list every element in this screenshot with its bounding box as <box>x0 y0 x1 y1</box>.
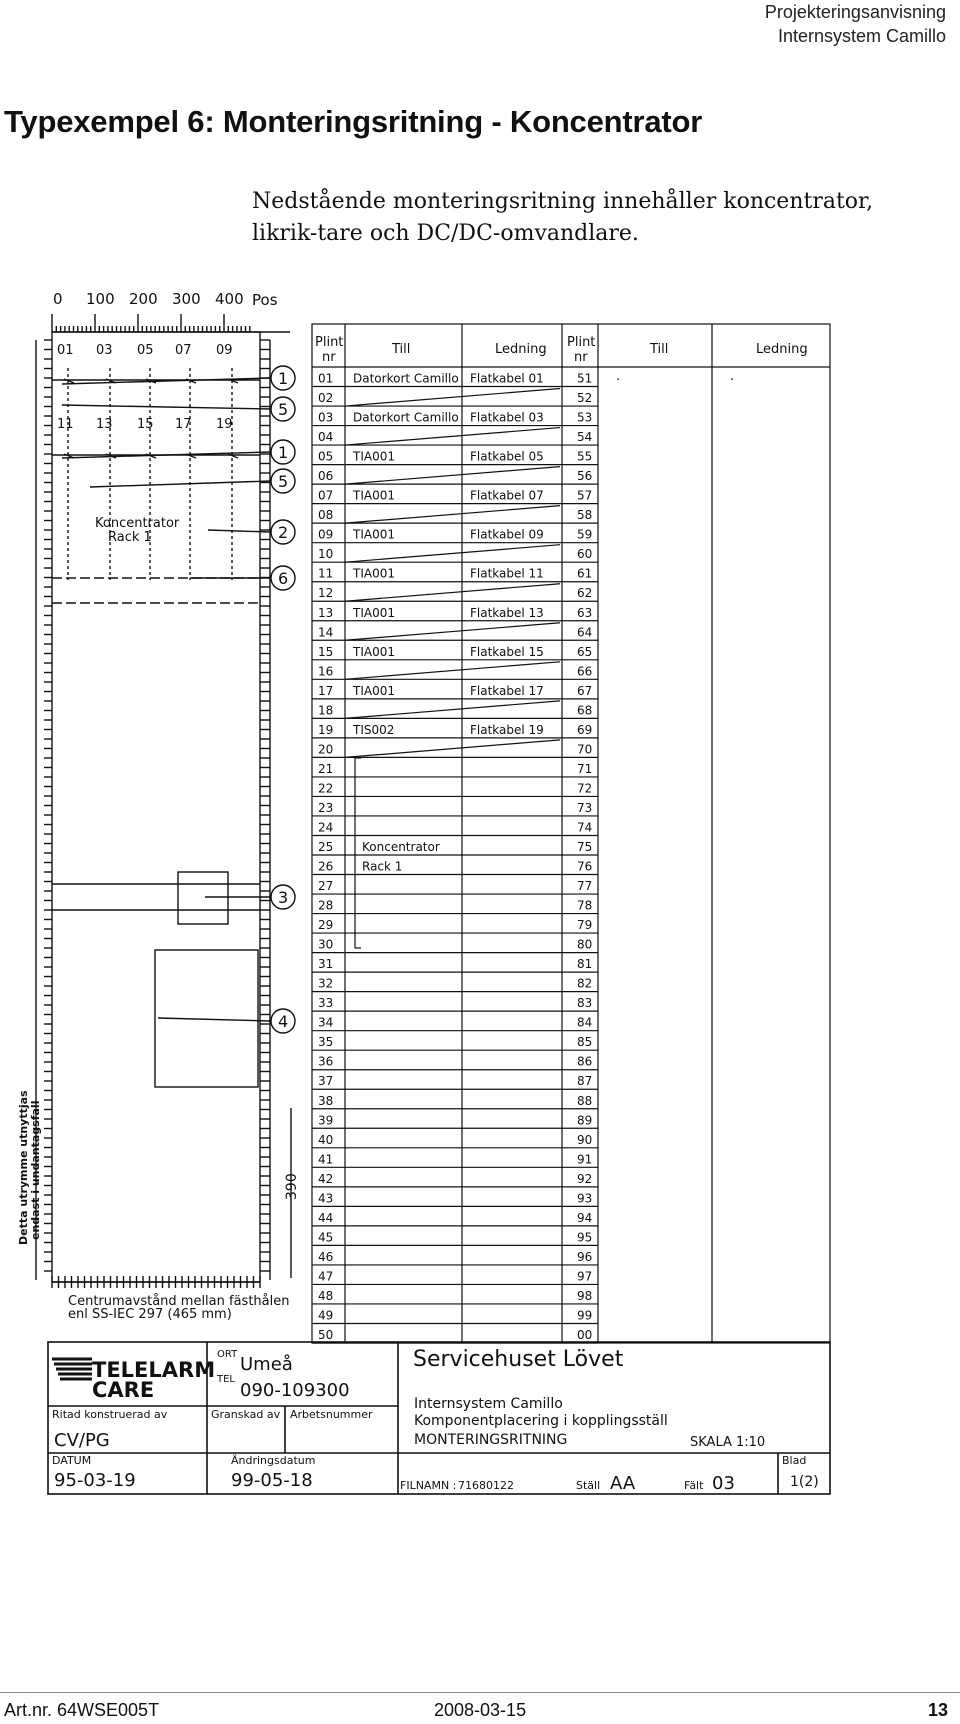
header-nr-right: nr <box>574 350 588 365</box>
cable-diagonal <box>345 740 560 758</box>
scale-pos-label: Pos <box>252 291 278 309</box>
position-marker-label: 1 <box>278 443 289 462</box>
cable-diagonal <box>345 506 560 524</box>
row-till: Rack 1 <box>362 859 403 874</box>
center-note-1: Centrumavstånd mellan fästhålen <box>68 1294 290 1309</box>
filnamn-value: 71680122 <box>458 1479 514 1492</box>
cable-diagonal <box>345 701 560 719</box>
row-plint-right: 71 <box>577 761 593 776</box>
row-plint-left: 34 <box>318 1015 334 1030</box>
side-note-2: endast i undantagsfall <box>29 1100 42 1240</box>
row-plint-right: 54 <box>577 430 593 445</box>
datum-label: DATUM <box>52 1454 92 1467</box>
falt-value: 03 <box>712 1473 735 1494</box>
row-plint-right: 61 <box>577 566 593 581</box>
row-till: TIA001 <box>353 488 395 503</box>
row-plint-left: 36 <box>318 1054 334 1069</box>
cable-diagonal <box>345 584 560 602</box>
row-plint-right: 73 <box>577 800 593 815</box>
row-plint-left: 49 <box>318 1308 334 1323</box>
stall-label: Ställ <box>576 1479 601 1492</box>
mounting-drawing <box>0 290 960 1650</box>
row-plint-right: 60 <box>577 547 593 562</box>
row-plint-left: 47 <box>318 1269 334 1284</box>
stall-value: AA <box>610 1473 636 1494</box>
slot-label-top: 03 <box>96 343 113 358</box>
header-ledning-right: Ledning <box>756 342 808 357</box>
header-plint-left: Plint <box>315 335 344 350</box>
row-plint-left: 38 <box>318 1093 334 1108</box>
position-marker-label: 2 <box>278 523 289 542</box>
row-plint-left: 10 <box>318 547 334 562</box>
row-plint-left: 37 <box>318 1074 334 1089</box>
row-plint-left: 19 <box>318 722 334 737</box>
arbetsnummer-label: Arbetsnummer <box>290 1408 373 1421</box>
slot-label-second: 19 <box>216 417 233 432</box>
row-plint-right: 57 <box>577 488 593 503</box>
row-plint-right: 76 <box>577 859 593 874</box>
description-2: Komponentplacering i kopplingsställ <box>414 1413 668 1429</box>
row-till: Datorkort Camillo <box>353 371 459 386</box>
row-till: TIA001 <box>353 644 395 659</box>
row-plint-right: 66 <box>577 664 593 679</box>
row-plint-right: 65 <box>577 644 593 659</box>
side-note-1: Detta utrymme utnyttjas <box>17 1090 30 1245</box>
row-till: TIA001 <box>353 449 395 464</box>
wiring-table <box>312 324 830 1343</box>
row-plint-left: 39 <box>318 1113 334 1128</box>
row-plint-left: 06 <box>318 469 334 484</box>
rack-label-1: Koncentrator <box>95 516 180 531</box>
row-plint-left: 15 <box>318 644 334 659</box>
row-plint-right: 00 <box>577 1328 593 1342</box>
row-ledning: Flatkabel 19 <box>470 722 544 737</box>
description-1: Internsystem Camillo <box>414 1396 563 1412</box>
row-plint-left: 01 <box>318 371 334 386</box>
slot-label-second: 17 <box>175 417 192 432</box>
row-till: Datorkort Camillo <box>353 410 459 425</box>
row-ledning: Flatkabel 13 <box>470 605 544 620</box>
row-plint-left: 23 <box>318 800 334 815</box>
tel-value: 090-109300 <box>240 1380 350 1401</box>
intro-paragraph: Nedstående monteringsritning innehåller koncentrator, likrik-tare och DC/DC-omvandlare. <box>252 189 874 246</box>
row-plint-right: 86 <box>577 1054 593 1069</box>
row-plint-right: 93 <box>577 1191 593 1206</box>
header-ledning-left: Ledning <box>495 342 547 357</box>
row-plint-left: 29 <box>318 918 334 933</box>
rack-label-2: Rack 1 <box>108 530 152 545</box>
row-plint-right: 59 <box>577 527 593 542</box>
row-plint-right: 67 <box>577 683 593 698</box>
position-leader <box>90 481 270 487</box>
position-leader <box>62 378 270 384</box>
row-plint-right: 79 <box>577 918 593 933</box>
footer-rule <box>0 1692 960 1693</box>
header-line-1: Projekteringsanvisning <box>764 2 946 22</box>
row-plint-right: 62 <box>577 586 593 601</box>
row-plint-right: 63 <box>577 605 593 620</box>
dimension-390-label: 390 <box>284 1173 300 1200</box>
granskad-label: Granskad av <box>211 1408 281 1421</box>
page-header <box>765 0 946 48</box>
row-plint-right: 92 <box>577 1171 593 1186</box>
row-plint-left: 27 <box>318 879 334 894</box>
slot-label-top: 09 <box>216 343 233 358</box>
scale-tick-label: 300 <box>172 290 201 308</box>
position-marker-label: 4 <box>278 1012 289 1031</box>
row-ledning: Flatkabel 05 <box>470 449 544 464</box>
cable-diagonal <box>345 545 560 563</box>
row-plint-left: 07 <box>318 488 334 503</box>
row-plint-left: 45 <box>318 1230 334 1245</box>
row-ledning: Flatkabel 01 <box>470 371 544 386</box>
ort-value: Umeå <box>240 1354 293 1375</box>
andringsdatum-label: Ändringsdatum <box>231 1454 316 1467</box>
tel-label: TEL <box>217 1374 235 1385</box>
row-plint-left: 11 <box>318 566 334 581</box>
scale-tick-label: 200 <box>129 290 158 308</box>
row-plint-right: 82 <box>577 976 593 991</box>
cable-diagonal <box>345 467 560 485</box>
row-ledning: Flatkabel 17 <box>470 683 544 698</box>
row-plint-left: 20 <box>318 742 334 757</box>
falt-label: Fält <box>684 1479 704 1492</box>
row-plint-left: 50 <box>318 1328 334 1342</box>
row-plint-right: 77 <box>577 879 593 894</box>
row-plint-left: 43 <box>318 1191 334 1206</box>
footer-date: 2008-03-15 <box>434 1700 527 1720</box>
row-plint-left: 48 <box>318 1288 334 1303</box>
slot-label-second: 11 <box>57 417 74 432</box>
slot-label-second: 13 <box>96 417 113 432</box>
row-plint-left: 17 <box>318 683 334 698</box>
row-plint-left: 25 <box>318 840 334 854</box>
row-plint-left: 13 <box>318 605 334 620</box>
row-plint-right: 51 <box>577 371 593 386</box>
row-plint-left: 33 <box>318 996 334 1011</box>
scale-label: SKALA 1:10 <box>690 1435 766 1450</box>
row-plint-left: 28 <box>318 898 334 913</box>
cable-diagonal <box>345 389 560 407</box>
cable-diagonal <box>345 662 560 680</box>
row-plint-left: 40 <box>318 1132 334 1147</box>
row-plint-right: 75 <box>577 840 593 854</box>
row-till: TIA001 <box>353 527 395 542</box>
row-plint-right: 89 <box>577 1113 593 1128</box>
row-plint-left: 32 <box>318 976 334 991</box>
footer-page-number: 13 <box>927 1700 948 1720</box>
position-leader <box>62 405 270 409</box>
header-till-left: Till <box>392 342 411 357</box>
row-plint-right: 95 <box>577 1230 593 1245</box>
row-ledning: Flatkabel 11 <box>470 566 544 581</box>
slot-label-second: 15 <box>137 417 154 432</box>
row-plint-left: 08 <box>318 508 334 523</box>
rack-view <box>36 314 295 1288</box>
footer-article-number: Art.nr. 64WSE005T <box>4 1700 160 1720</box>
row-plint-left: 21 <box>318 761 334 776</box>
description-3: MONTERINGSRITNING <box>414 1432 568 1448</box>
header-plint-right: Plint <box>567 335 596 350</box>
row-till: TIS002 <box>353 722 395 737</box>
scale-tick-label: 0 <box>53 290 63 308</box>
row-plint-left: 44 <box>318 1210 334 1225</box>
slot-label-top: 01 <box>57 343 74 358</box>
row-ledning: Flatkabel 09 <box>470 527 544 542</box>
cable-diagonal <box>345 623 560 641</box>
row-plint-right: 97 <box>577 1269 593 1284</box>
row-plint-left: 41 <box>318 1152 334 1167</box>
row-ledning: Flatkabel 03 <box>470 410 544 425</box>
row-plint-left: 35 <box>318 1035 334 1050</box>
row-plint-left: 03 <box>318 410 334 425</box>
position-leader <box>158 1018 270 1021</box>
logo-line-2: CARE <box>92 1378 155 1402</box>
position-marker-label: 5 <box>278 400 289 419</box>
position-marker-label: 3 <box>278 888 289 907</box>
header-line-2: Internsystem Camillo <box>777 26 946 46</box>
row-plint-right: 78 <box>577 898 593 913</box>
row-plint-right: 81 <box>577 957 593 972</box>
row-ledning: Flatkabel 15 <box>470 644 544 659</box>
scale-tick-label: 100 <box>86 290 115 308</box>
project-name: Servicehuset Lövet <box>413 1347 624 1372</box>
blad-value: 1(2) <box>790 1474 819 1490</box>
position-marker-label: 5 <box>278 472 289 491</box>
logo-line-1: TELELARM <box>92 1358 216 1382</box>
row-plint-left: 46 <box>318 1249 334 1264</box>
position-marker-label: 1 <box>278 369 289 388</box>
row-ledning: Flatkabel 07 <box>470 488 544 503</box>
row-plint-left: 12 <box>318 586 334 601</box>
row-plint-right: 85 <box>577 1035 593 1050</box>
table-frame <box>312 324 830 1343</box>
row-plint-left: 02 <box>318 391 334 406</box>
position-marker-label: 6 <box>278 569 289 588</box>
slot-label-top: 07 <box>175 343 192 358</box>
row-plint-right: 52 <box>577 391 593 406</box>
row-plint-right: 55 <box>577 449 593 464</box>
row-plint-right: 64 <box>577 625 593 640</box>
row-till: TIA001 <box>353 566 395 581</box>
row-plint-right: 58 <box>577 508 593 523</box>
row-plint-left: 14 <box>318 625 334 640</box>
row-plint-left: 30 <box>318 937 334 952</box>
row-till: Koncentrator <box>362 840 440 854</box>
row-plint-left: 09 <box>318 527 334 542</box>
row-plint-left: 31 <box>318 957 334 972</box>
row-plint-right: 96 <box>577 1249 593 1264</box>
row-plint-right: 99 <box>577 1308 593 1323</box>
row-plint-right: 72 <box>577 781 593 796</box>
row-plint-right: 68 <box>577 703 593 718</box>
header-till-right: Till <box>650 342 669 357</box>
row-plint-left: 16 <box>318 664 334 679</box>
row-plint-right: 74 <box>577 820 593 835</box>
center-note-2: enl SS-IEC 297 (465 mm) <box>68 1307 232 1322</box>
row-plint-left: 42 <box>318 1171 334 1186</box>
unit-3-box <box>178 872 228 924</box>
rack-frame <box>52 332 260 1282</box>
row-plint-right: 80 <box>577 937 593 952</box>
right-dot: . <box>616 369 621 384</box>
row-plint-left: 04 <box>318 430 334 445</box>
row-plint-right: 98 <box>577 1288 593 1303</box>
datum-value: 95-03-19 <box>54 1470 136 1491</box>
row-plint-right: 56 <box>577 469 593 484</box>
row-till: TIA001 <box>353 605 395 620</box>
row-plint-left: 24 <box>318 820 334 835</box>
page-title: Typexempel 6: Monteringsritning - Koncentrator <box>4 104 703 139</box>
row-till: TIA001 <box>353 683 395 698</box>
cable-diagonal <box>345 428 560 446</box>
row-plint-right: 87 <box>577 1074 593 1089</box>
row-plint-right: 94 <box>577 1210 593 1225</box>
ritad-value: CV/PG <box>54 1430 110 1451</box>
row-plint-right: 84 <box>577 1015 593 1030</box>
row-plint-right: 83 <box>577 996 593 1011</box>
row-plint-right: 53 <box>577 410 593 425</box>
filnamn-label: FILNAMN : <box>400 1479 457 1492</box>
row-plint-right: 70 <box>577 742 593 757</box>
andringsdatum-value: 99-05-18 <box>231 1470 313 1491</box>
row-plint-left: 05 <box>318 449 334 464</box>
slot-label-top: 05 <box>137 343 154 358</box>
header-nr-left: nr <box>322 350 336 365</box>
right-dot: . <box>730 369 735 384</box>
scale-tick-label: 400 <box>215 290 244 308</box>
row-plint-left: 26 <box>318 859 334 874</box>
blad-label: Blad <box>782 1454 807 1467</box>
drawing-text <box>17 290 819 1494</box>
row-plint-right: 91 <box>577 1152 593 1167</box>
ort-label: ORT <box>217 1349 238 1360</box>
row-plint-left: 18 <box>318 703 334 718</box>
row-plint-left: 22 <box>318 781 334 796</box>
row-plint-right: 90 <box>577 1132 593 1147</box>
row-plint-right: 69 <box>577 722 593 737</box>
row-plint-right: 88 <box>577 1093 593 1108</box>
ritad-label: Ritad konstruerad av <box>52 1408 168 1421</box>
